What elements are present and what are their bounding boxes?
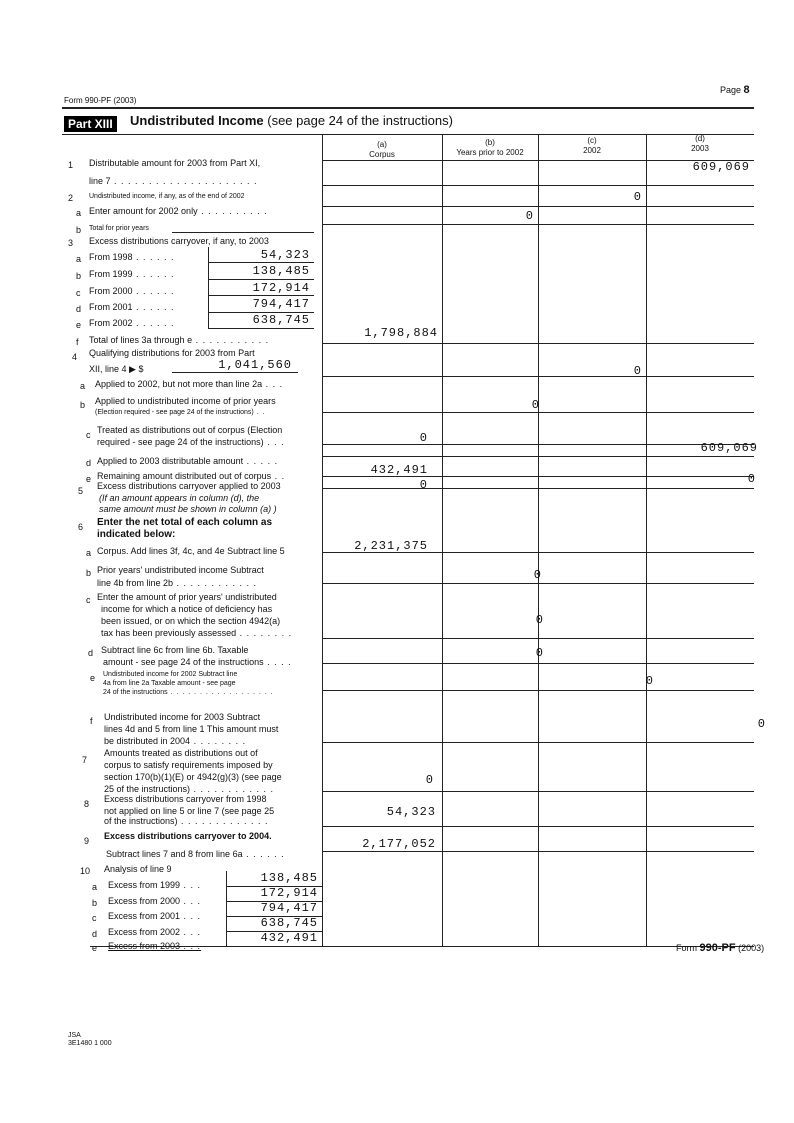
- line-6c-label-cont2: been issued, or on which the section 4942(a): [101, 616, 281, 626]
- line-2a-label: Enter amount for 2002 only . . . . . . . . . .: [89, 206, 268, 216]
- line-8-label: Excess distributions carryover from 1998: [104, 794, 267, 804]
- line-10c-amount: 794,417: [260, 901, 318, 915]
- row-rule: [322, 791, 754, 792]
- line-3f-label: Total of lines 3a through e . . . . . . . . . . .: [89, 335, 270, 345]
- line-7-label-cont3-text: 25 of the instructions): [104, 784, 191, 794]
- line-letter: e: [86, 474, 92, 484]
- line-letter: a: [86, 548, 92, 558]
- line-letter: a: [80, 381, 86, 391]
- line-4d-col-d: 609,069: [700, 441, 758, 455]
- line-4b-label-cont: (Election required - see page 24 of the instructions) . .: [95, 409, 266, 416]
- line-1-label: Distributable amount for 2003 from Part XI,: [89, 158, 261, 168]
- line-8-label-cont2-text: of the instructions): [104, 816, 178, 826]
- line-4b-label-cont-text: (Election required - see page 24 of the instructions): [95, 409, 254, 416]
- line-5-label-cont2: same amount must be shown in column (a) ): [99, 504, 277, 514]
- line-3a-label-text: From 1998: [89, 252, 133, 262]
- line-7-col-a: 0: [425, 773, 434, 787]
- line-8-col-a: 54,323: [386, 805, 436, 819]
- row-rule: [322, 376, 754, 377]
- col-c-left-line: [538, 134, 539, 946]
- line-letter: d: [86, 458, 92, 468]
- line-10e-amount: 432,491: [260, 931, 318, 945]
- line-letter: a: [92, 882, 98, 892]
- line-3e-label-text: From 2002: [89, 318, 133, 328]
- line-10a-label: Excess from 1999 . . .: [108, 880, 202, 890]
- line-6c-col-b: 0: [535, 613, 544, 627]
- line-6c-label-cont: income for which a notice of deficiency has: [101, 604, 273, 614]
- line-3b-label: From 1999 . . . . . .: [89, 269, 175, 279]
- line-6d-label-cont-text: amount - see page 24 of the instructions: [103, 657, 264, 667]
- line-number: 4: [72, 352, 78, 362]
- line-2b-col-b: 0: [525, 209, 534, 223]
- row-rule: [322, 412, 754, 413]
- line-3f-col-a: 1,798,884: [364, 326, 438, 340]
- line-4b-col-b: 0: [531, 398, 540, 412]
- line-10a-amount: 138,485: [260, 871, 318, 885]
- header-rule: [62, 107, 754, 109]
- line-7-label-cont2: section 170(b)(1)(E) or 4942(g)(3) (see page: [104, 772, 282, 782]
- col-b-header: (b) Years prior to 2002: [456, 138, 524, 157]
- line-6a-label: Corpus. Add lines 3f, 4c, and 4e Subtract line 5: [97, 546, 285, 556]
- line-9-label-cont-text: Subtract lines 7 and 8 from line 6a: [106, 849, 243, 859]
- line-letter: d: [76, 304, 82, 314]
- line-5-col-a: 0: [419, 478, 428, 492]
- line-letter: f: [76, 337, 79, 347]
- line-3d-label-text: From 2001: [89, 302, 133, 312]
- line-letter: b: [76, 225, 82, 235]
- page-label: Page 8: [720, 84, 750, 96]
- line-letter: a: [76, 208, 82, 218]
- line-letter: b: [80, 400, 86, 410]
- line-3-subbox-left: [208, 247, 209, 329]
- line-4d-label: Applied to 2003 distributable amount . . . . .: [97, 456, 279, 466]
- line-3-label: Excess distributions carryover, if any, to 2003: [89, 236, 269, 246]
- line-3c-label: From 2000 . . . . . .: [89, 286, 175, 296]
- line-7-label-cont: corpus to satisfy requirements imposed by: [104, 760, 273, 770]
- line-4a-label-text: Applied to 2002, but not more than line 2a: [95, 379, 263, 389]
- line-4a-col-c: 0: [633, 364, 642, 378]
- line-6f-label-cont2-text: be distributed in 2004: [104, 736, 191, 746]
- subbox-rule: [208, 295, 314, 296]
- line-8-label-cont2: of the instructions) . . . . . . . . . . . . .: [104, 816, 269, 826]
- line-number: 7: [82, 755, 88, 765]
- col-a-header: (a) Corpus: [369, 140, 395, 159]
- subbox-rule: [208, 279, 314, 280]
- line-4c-label-cont-text: required - see page 24 of the instructions): [97, 437, 264, 447]
- line-4c-label: Treated as distributions out of corpus (Election: [97, 425, 283, 435]
- line-10d-label: Excess from 2002 . . .: [108, 927, 202, 937]
- line-6f-label-cont: lines 4d and 5 from line 1 This amount must: [104, 724, 279, 734]
- line-3b-label-text: From 1999: [89, 269, 133, 279]
- line-letter: c: [76, 288, 81, 298]
- line-6e-col-c: 0: [645, 674, 654, 688]
- row-rule: [322, 206, 754, 207]
- line-number: 5: [78, 486, 84, 496]
- line-6f-col-d: 0: [757, 717, 766, 731]
- form-label: Form 990-PF (2003): [64, 96, 137, 105]
- line-10d-amount: 638,745: [260, 916, 318, 930]
- line-6c-label: Enter the amount of prior years' undistributed: [97, 592, 277, 602]
- line-4-amount-rule: [172, 372, 298, 373]
- line-number: 6: [78, 522, 84, 532]
- row-rule: [322, 638, 754, 639]
- line-letter: b: [92, 898, 98, 908]
- line-10-subbox-left: [226, 871, 227, 946]
- line-4b-label: Applied to undistributed income of prior years: [95, 396, 276, 406]
- row-rule: [322, 826, 754, 827]
- line-1-label-cont: line 7 . . . . . . . . . . . . . . . . . . . . .: [89, 176, 258, 186]
- line-4d-label-text: Applied to 2003 distributable amount: [97, 456, 244, 466]
- line-6e-label-cont: 4a from line 2a Taxable amount - see page: [103, 680, 236, 687]
- line-8-label-cont: not applied on line 5 or line 7 (see page 25: [104, 806, 275, 816]
- subbox-rule: [208, 262, 314, 263]
- line-3f-label-text: Total of lines 3a through e: [89, 335, 193, 345]
- part-badge: Part XIII: [64, 116, 117, 132]
- line-3d-amount: 794,417: [252, 297, 310, 311]
- line-6b-label: Prior years' undistributed income Subtract: [97, 565, 264, 575]
- line-letter: f: [90, 716, 93, 726]
- line-6b-label-cont: line 4b from line 2b . . . . . . . . . . . .: [97, 578, 258, 588]
- col-d-header: (d) 2003: [691, 134, 709, 153]
- line-letter: e: [76, 320, 82, 330]
- col-d-left-line: [646, 134, 647, 946]
- line-3c-amount: 172,914: [252, 281, 310, 295]
- row-rule: [322, 742, 754, 743]
- row-rule: [322, 851, 754, 852]
- col-c-header: (c) 2002: [583, 136, 601, 155]
- line-3a-amount: 54,323: [260, 248, 310, 262]
- line-4e-label-text: Remaining amount distributed out of corpus: [97, 471, 272, 481]
- line-6a-col-a: 2,231,375: [354, 539, 428, 553]
- line-number: 8: [84, 799, 90, 809]
- line-10e-label-text: Excess from 2003: [108, 941, 181, 951]
- line-5-col-d: 0: [747, 472, 756, 486]
- line-6d-label-cont: amount - see page 24 of the instructions . . . .: [103, 657, 292, 667]
- line-4-label: Qualifying distributions for 2003 from Part: [89, 348, 255, 358]
- line-5-label: Excess distributions carryover applied to 2003: [97, 481, 281, 491]
- line-6b-col-b: 0: [533, 568, 542, 582]
- line-2-label: Undistributed income, if any, as of the end of 2002: [89, 193, 245, 200]
- line-6e-label-cont2: 24 of the instructions . . . . . . . . . . . . . . . . . .: [103, 689, 274, 696]
- line-10b-amount: 172,914: [260, 886, 318, 900]
- row-rule: [322, 185, 754, 186]
- line-6c-label-cont3: tax has been previously assessed . . . . . . . .: [101, 628, 293, 638]
- footer-form-label: Form 990-PF (2003): [676, 942, 765, 954]
- line-number: 3: [68, 238, 74, 248]
- line-6c-label-cont3-text: tax has been previously assessed: [101, 628, 237, 638]
- line-3c-label-text: From 2000: [89, 286, 133, 296]
- line-10b-label-text: Excess from 2000: [108, 896, 181, 906]
- line-2b-blank: [172, 232, 314, 233]
- line-3e-label: From 2002 . . . . . .: [89, 318, 175, 328]
- line-number: 2: [68, 193, 74, 203]
- row-rule: [322, 456, 754, 457]
- line-number: 1: [68, 160, 74, 170]
- line-4c-col-a: 0: [419, 431, 428, 445]
- col-b-left-line: [442, 134, 443, 946]
- line-letter: b: [76, 271, 82, 281]
- line-3b-amount: 138,485: [252, 264, 310, 278]
- line-5-label-cont: (If an amount appears in column (d), the: [99, 493, 260, 503]
- line-letter: c: [92, 913, 97, 923]
- line-number: 9: [84, 836, 90, 846]
- line-4c-label-cont: required - see page 24 of the instructions) . . .: [97, 437, 285, 447]
- line-letter: a: [76, 254, 82, 264]
- line-2a-label-text: Enter amount for 2002 only: [89, 206, 198, 216]
- col-a-left-line: [322, 134, 323, 946]
- line-7-label: Amounts treated as distributions out of: [104, 748, 258, 758]
- row-rule: [322, 663, 754, 664]
- line-2b-label: Total for prior years: [89, 225, 149, 232]
- line-10e-label: Excess from 2003 . . .: [108, 941, 202, 951]
- part-title: Undistributed Income (see page 24 of the instructions): [130, 113, 453, 128]
- line-6e-label-cont2-text: 24 of the instructions: [103, 689, 168, 696]
- line-6d-col-b: 0: [535, 646, 544, 660]
- line-3a-label: From 1998 . . . . . .: [89, 252, 175, 262]
- line-2a-col-c: 0: [633, 190, 642, 204]
- line-10c-label: Excess from 2001 . . .: [108, 911, 202, 921]
- line-4-amount: 1,041,560: [218, 358, 292, 372]
- line-letter: b: [86, 568, 92, 578]
- line-4e-label: Remaining amount distributed out of corpus . .: [97, 471, 286, 481]
- line-6e-label: Undistributed income for 2002 Subtract line: [103, 671, 238, 678]
- line-letter: e: [90, 673, 96, 683]
- line-10a-label-text: Excess from 1999: [108, 880, 181, 890]
- line-9-label-cont: Subtract lines 7 and 8 from line 6a . . . . . .: [106, 849, 285, 859]
- line-10-label: Analysis of line 9: [104, 864, 172, 874]
- line-6b-label-cont-text: line 4b from line 2b: [97, 578, 174, 588]
- row-rule: [322, 224, 754, 225]
- line-10d-label-text: Excess from 2002: [108, 927, 181, 937]
- line-letter: d: [88, 648, 94, 658]
- subbox-rule: [208, 328, 314, 329]
- line-letter: e: [92, 943, 98, 953]
- line-4e-col-a: 432,491: [370, 463, 428, 477]
- line-6d-label: Subtract line 6c from line 6b. Taxable: [101, 645, 249, 655]
- line-letter: c: [86, 430, 91, 440]
- line-number: 10: [80, 866, 91, 876]
- line-1-col-d: 609,069: [692, 160, 750, 174]
- line-3d-label: From 2001 . . . . . .: [89, 302, 175, 312]
- line-letter: d: [92, 929, 98, 939]
- jsa-code: JSA 3E1480 1 000: [68, 1032, 112, 1047]
- row-rule: [322, 583, 754, 584]
- line-6-label-cont: indicated below:: [97, 529, 176, 540]
- line-6-label: Enter the net total of each column as: [97, 517, 273, 528]
- line-6f-label-cont2: be distributed in 2004 . . . . . . . .: [104, 736, 247, 746]
- line-4a-label: Applied to 2002, but not more than line 2a . . .: [95, 379, 284, 389]
- line-1-label-text: line 7: [89, 176, 111, 186]
- row-rule: [322, 343, 754, 344]
- line-4-label-cont: XII, line 4 ▶ $: [89, 364, 144, 374]
- line-letter: c: [86, 595, 91, 605]
- line-9-col-a: 2,177,052: [362, 837, 436, 851]
- line-10b-label: Excess from 2000 . . .: [108, 896, 202, 906]
- line-9-label: Excess distributions carryover to 2004.: [104, 831, 272, 841]
- row-rule: [322, 690, 754, 691]
- line-6f-label: Undistributed income for 2003 Subtract: [104, 712, 261, 722]
- line-10c-label-text: Excess from 2001: [108, 911, 181, 921]
- line-3e-amount: 638,745: [252, 313, 310, 327]
- line-7-label-cont3: 25 of the instructions) . . . . . . . . . . . .: [104, 784, 275, 794]
